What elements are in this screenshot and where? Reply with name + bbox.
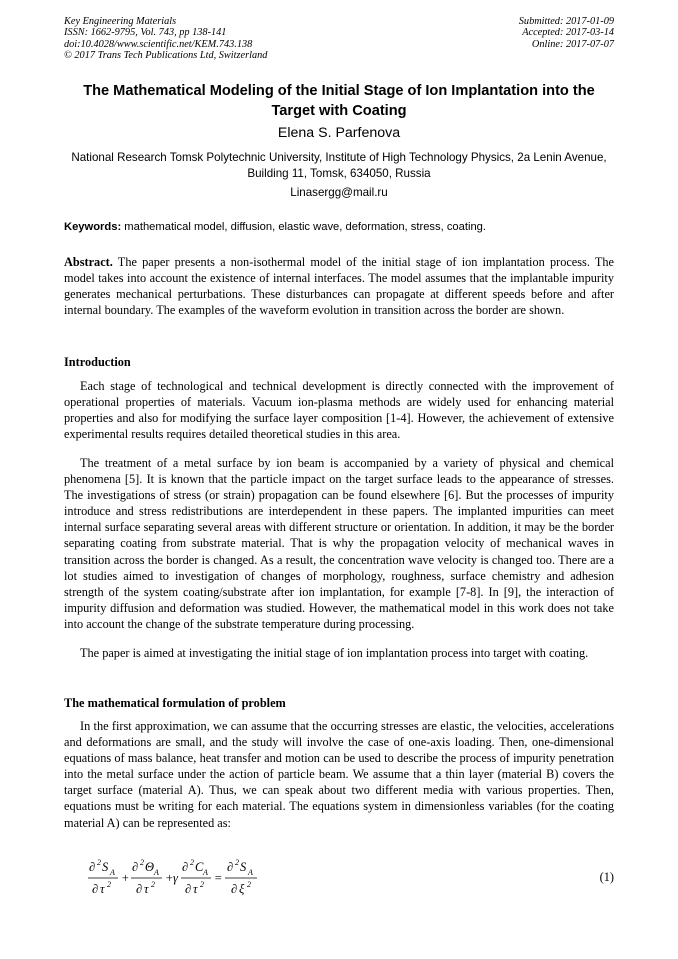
eq-t4-num-s: S (240, 860, 247, 874)
eq-t2-den-d: ∂ (136, 882, 143, 896)
eq-t3-num-sq: 2 (190, 858, 194, 867)
journal-header-right (519, 16, 614, 50)
eq-t4-den-xi: ξ (239, 882, 245, 896)
paper-author: Elena S. Parfenova (277, 125, 401, 141)
accepted-date: Accepted: 2017-03-14 (522, 27, 614, 39)
equation-1-svg (88, 856, 288, 902)
journal-header-left (64, 16, 267, 62)
introduction-paragraph-3: The paper is aimed at investigating the initial stage of ion implantation process into target with coating. (80, 646, 589, 660)
eq-t3-num-c: C (195, 860, 204, 874)
eq-t2-den-tau: τ (144, 882, 149, 896)
abstract-label: Abstract. (64, 255, 113, 269)
journal-copyright: © 2017 Trans Tech Publications Ltd, Switzerland (64, 50, 268, 62)
eq-equals: = (214, 871, 223, 885)
keywords-label: Keywords: (64, 221, 122, 233)
eq-t1-den-tau: τ (100, 882, 105, 896)
online-date: Online: 2017-07-07 (531, 38, 614, 50)
journal-issn: ISSN: 1662-9795, Vol. 743, pp 138-141 (64, 27, 227, 39)
eq-t3-den-d: ∂ (185, 882, 192, 896)
eq-gamma: γ (173, 871, 178, 885)
eq-t1-num-sq: 2 (97, 858, 101, 867)
eq-t4-den-d: ∂ (231, 882, 238, 896)
formulation-heading: The mathematical formulation of problem (64, 696, 286, 710)
abstract-text: The paper presents a non-isothermal model of the initial stage of ion implantation process. The model takes into account the existence of internal interfaces. The model assumes that the implantable impurity generates mechanical perturbations. These disturbances can propagate at different speeds before and after internal boundary. The examples of the waveform evolution in transition across the border are shown. (64, 255, 614, 318)
eq-t4-num-d: ∂ (227, 860, 234, 874)
eq-t3-den-sq: 2 (200, 880, 204, 889)
keywords (64, 219, 614, 235)
eq-t1-num-s: S (102, 860, 109, 874)
eq-t4-num-sub: A (248, 868, 253, 877)
paper-title: The Mathematical Modeling of the Initial Stage of Ion Implantation into the Target with Coating (83, 83, 595, 119)
eq-t1-num-d: ∂ (89, 860, 96, 874)
eq-t1-den-d: ∂ (92, 882, 99, 896)
eq-t2-num-theta: Θ (145, 860, 155, 874)
eq-t3-den-tau: τ (193, 882, 198, 896)
introduction-heading: Introduction (64, 355, 131, 369)
eq-t1-den-sq: 2 (107, 880, 111, 889)
journal-doi: doi:10.4028/www.scientific.net/KEM.743.138 (64, 38, 253, 50)
eq-t4-num-sq: 2 (235, 858, 239, 867)
submitted-date: Submitted: 2017-01-09 (518, 16, 614, 27)
eq-plus-1: + (121, 871, 130, 885)
equation-1 (88, 856, 288, 902)
eq-t3-num-sub: A (203, 868, 208, 877)
introduction-paragraph-1: Each stage of technological and technical development is directly connected with the improvement of operational properties of materials. Vacuum ion-plasma methods are widely used for enhancing material properties and also for modifying the surface layer composition [1-4]. However, the achievement of extensive experimental results requires detailed theoretical studies in this area. (64, 379, 614, 442)
eq-t4-den-sq: 2 (247, 880, 251, 889)
formulation-paragraph-1: In the first approximation, we can assume that the occurring stresses are elastic, the velocities, accelerations and deformations are small, and the study will involve the case of one-axis loading. Then, one-dimensional equations of mass balance, heat transfer and motion can be used to describe the process of impurity penetration into the metal surface under the action of particle beam. We assume that a thin layer (material B) covers the target surface (material A). Thus, we can speak about two different media with various properties. Then, equations must be writing for each material. The equations system in dimensionless variables (for the coating material A) can be represented as: (64, 719, 614, 830)
eq-t3-num-d: ∂ (182, 860, 189, 874)
author-affiliation: National Research Tomsk Polytechnic University, Institute of High Technology Physics, 2a Lenin Avenue, Building 11, Tomsk, 634050, Russia (71, 151, 607, 180)
introduction-paragraph-2: The treatment of a metal surface by ion beam is accompanied by a variety of physical and chemical phenomena [5]. It is known that the particle impact on the target surface leads to the appearance of stresses. The investigations of stress (or strain) propagation can be found elsewhere [6]. But the processes of impurity introduce and stress redistributions are interdependent in these papers. The implanted impurities can meet internal surface separating several areas with different structure or orientation. In addition, it may be the border separating coating from substrate material. That is why the propagation velocity of mechanical waves in transition across the border is changed. As a result, the concentration wave velocity is changed too. There are a lot studies aimed to investigation of changes of morphology, roughness, surface chemistry and adhesion strength of the system coating/substrate after ion implantation, for example [7-8]. In [9], the interaction of impurity diffusion and deformation was studied. However, the mathematical model in this work does not take into account the change of the substrate temperature during processing. (64, 456, 614, 631)
equation-number: (1) (599, 870, 614, 884)
journal-name: Key Engineering Materials (64, 16, 177, 27)
eq-t1-num-sub: A (110, 868, 115, 877)
eq-t2-num-d: ∂ (132, 860, 139, 874)
eq-t2-num-sq: 2 (140, 858, 144, 867)
eq-plus-2: + (165, 871, 174, 885)
keywords-text: mathematical model, diffusion, elastic wave, deformation, stress, coating. (121, 221, 487, 233)
abstract (64, 254, 614, 318)
eq-t2-num-sub: A (154, 868, 159, 877)
eq-t2-den-sq: 2 (151, 880, 155, 889)
author-email: Linasergg@mail.ru (290, 186, 388, 199)
